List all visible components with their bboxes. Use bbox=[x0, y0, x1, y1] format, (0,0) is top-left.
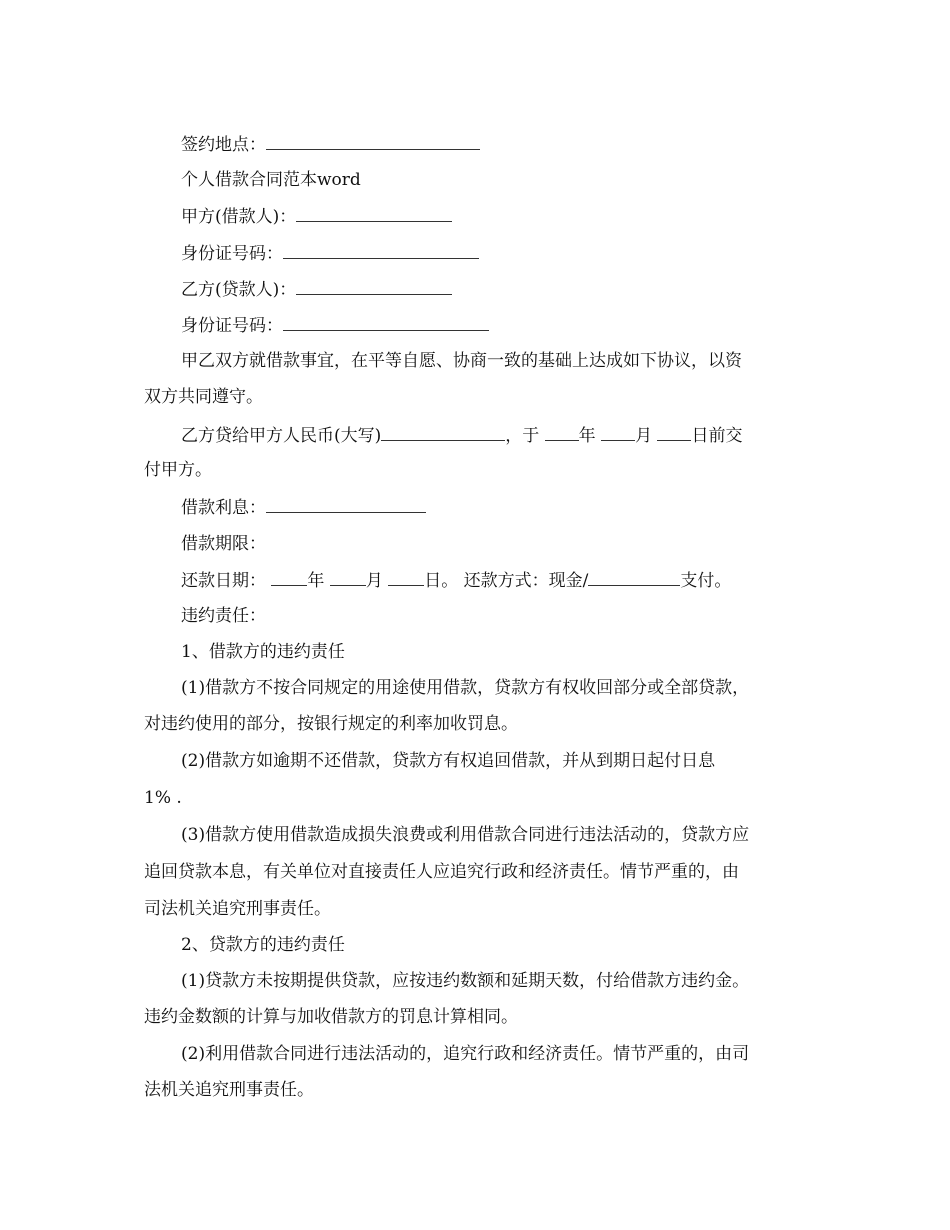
party-a-line bbox=[144, 205, 853, 228]
party-b-label: 乙方(贷款人)： bbox=[181, 280, 297, 300]
loan-mid: ，于 bbox=[505, 426, 540, 446]
clause-1-3-line-1: (3)借款方使用借款造成损失浪费或利用借款合同进行违法活动的，贷款方应 bbox=[181, 825, 750, 845]
loan-month-label: 月 bbox=[635, 426, 653, 446]
id-number-line-2 bbox=[144, 314, 853, 337]
repay-line bbox=[144, 569, 853, 592]
clause-1-2-line-1: (2)借款方如逾期不还借款，贷款方有权追回借款，并从到期日起付日息 bbox=[181, 751, 716, 771]
repay-date-label: 还款日期： bbox=[181, 571, 266, 591]
loan-day-blank bbox=[657, 424, 691, 441]
repay-day-blank bbox=[388, 569, 424, 586]
loan-prefix: 乙方贷给甲方人民币(大写) bbox=[181, 426, 382, 446]
sign-place-blank bbox=[266, 133, 480, 150]
section-1-heading: 1、借款方的违约责任 bbox=[181, 642, 345, 662]
breach-heading: 违约责任： bbox=[181, 606, 266, 626]
interest-label: 借款利息： bbox=[181, 498, 266, 518]
id-number-line-1 bbox=[144, 242, 853, 265]
repay-year-label: 年 bbox=[307, 571, 325, 591]
loan-amount-blank bbox=[381, 424, 505, 441]
clause-2-1-line-1: (1)贷款方未按期提供贷款，应按违约数额和延期天数，付给借款方违约金。 bbox=[181, 971, 750, 991]
interest-line bbox=[144, 496, 853, 519]
clause-1-2-line-2: 1% . bbox=[144, 788, 182, 808]
interest-blank bbox=[266, 496, 426, 513]
loan-amount-line bbox=[144, 424, 853, 447]
party-a-blank bbox=[296, 205, 452, 222]
id-number-blank-1 bbox=[283, 242, 479, 259]
id-number-blank-2 bbox=[283, 314, 489, 331]
payment-method-blank bbox=[588, 569, 680, 586]
party-b-line bbox=[144, 278, 853, 301]
loan-amount-line-2: 付甲方。 bbox=[144, 460, 212, 480]
party-a-label: 甲方(借款人)： bbox=[181, 207, 297, 227]
sign-place-label: 签约地点： bbox=[181, 135, 266, 155]
clause-2-2-line-2: 法机关追究刑事责任。 bbox=[144, 1080, 314, 1100]
clause-1-3-line-3: 司法机关追究刑事责任。 bbox=[144, 899, 331, 919]
party-b-blank bbox=[296, 278, 452, 295]
clause-1-3-line-2: 追回贷款本息，有关单位对直接责任人应追究行政和经济责任。情节严重的，由 bbox=[144, 862, 739, 882]
repay-year-blank bbox=[271, 569, 307, 586]
id-number-label-1: 身份证号码： bbox=[181, 244, 283, 264]
clause-1-1-line-2: 对违约使用的部分，按银行规定的利率加收罚息。 bbox=[144, 714, 518, 734]
sign-place-line bbox=[144, 133, 853, 156]
document-title: 个人借款合同范本word bbox=[181, 170, 361, 190]
clause-2-2-line-1: (2)利用借款合同进行违法活动的，追究行政和经济责任。情节严重的，由司 bbox=[181, 1044, 750, 1064]
clause-1-1-line-1: (1)借款方不按合同规定的用途使用借款，贷款方有权收回部分或全部贷款， bbox=[181, 678, 750, 698]
pay-suffix: 支付。 bbox=[680, 571, 732, 591]
intro-paragraph-line-1: 甲乙双方就借款事宜，在平等自愿、协商一致的基础上达成如下协议，以资 bbox=[181, 351, 742, 371]
term-label: 借款期限： bbox=[181, 534, 266, 554]
clause-2-1-line-2: 违约金数额的计算与加收借款方的罚息计算相同。 bbox=[144, 1007, 518, 1027]
loan-year-label: 年 bbox=[578, 426, 596, 446]
id-number-label-2: 身份证号码： bbox=[181, 316, 283, 336]
loan-month-blank bbox=[601, 424, 635, 441]
repay-month-label: 月 bbox=[365, 571, 383, 591]
loan-year-blank bbox=[545, 424, 579, 441]
repay-month-blank bbox=[330, 569, 366, 586]
loan-day-suffix: 日前交 bbox=[691, 426, 743, 446]
intro-paragraph-line-2: 双方共同遵守。 bbox=[144, 387, 263, 407]
repay-day-method: 日。 还款方式：现金/ bbox=[424, 571, 589, 591]
section-2-heading: 2、贷款方的违约责任 bbox=[181, 935, 345, 955]
